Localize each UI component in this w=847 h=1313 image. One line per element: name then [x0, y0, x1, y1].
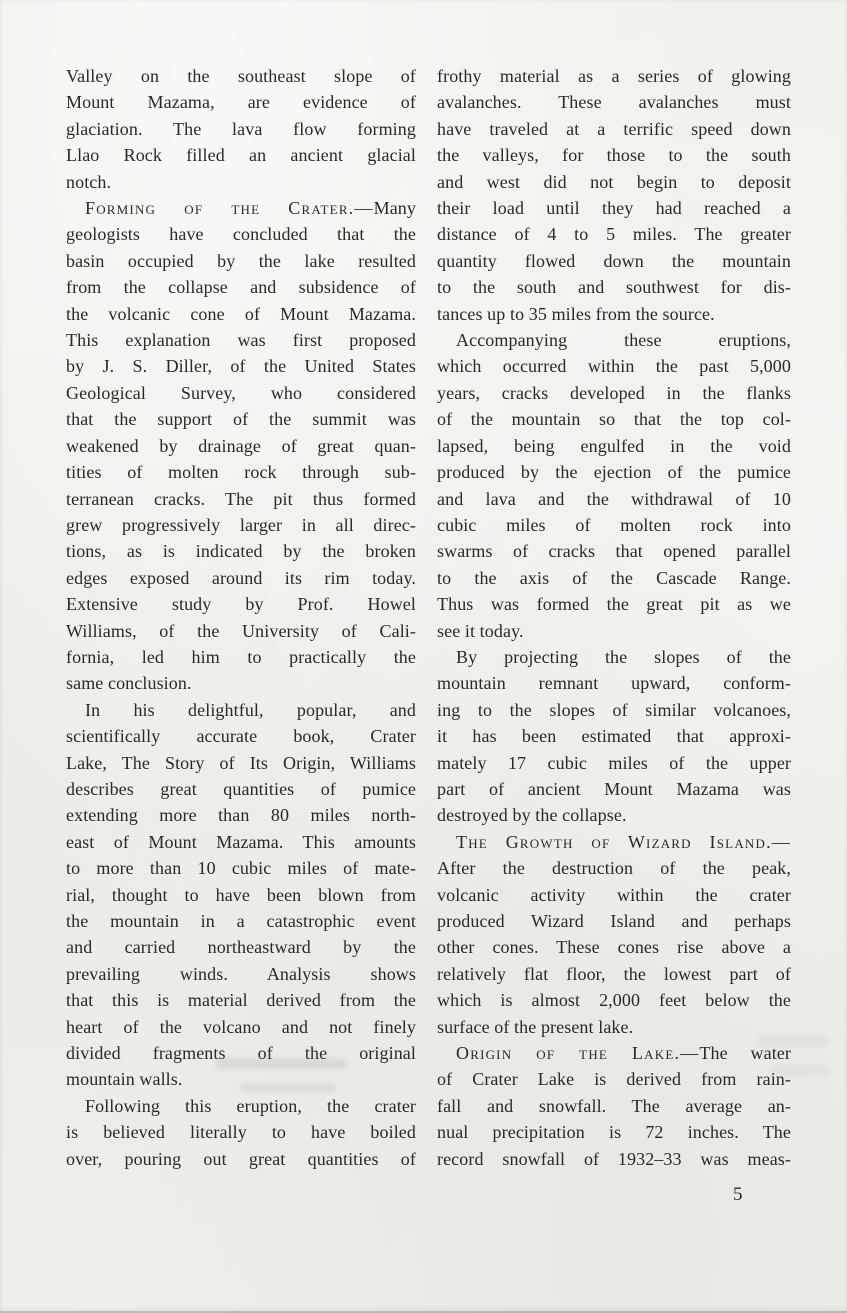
text-line: the mountain in a catastrophic event [66, 911, 416, 931]
text-line: weakened by drainage of great quan- [66, 435, 416, 456]
text-line: other cones. These cones rise above a [437, 937, 791, 958]
text-line: Accompanying these eruptions, [456, 330, 791, 351]
section-heading: Forming of the Crater.— [85, 198, 374, 219]
left-text-column [66, 63, 416, 1172]
ink-bleed-artifact [758, 1036, 828, 1046]
text-line: lapsed, being engulfed in the void [437, 435, 791, 456]
text-line: Thus was formed the great pit as we [437, 594, 791, 615]
text-line: By projecting the slopes of the [456, 646, 791, 667]
text-line: swarms of cracks that opened parallel [437, 541, 791, 562]
text-line: over, pouring out great quantities of [66, 1148, 416, 1169]
text-line: Origin of the Lake.—The water [456, 1043, 791, 1064]
text-line: from the collapse and subsidence of [66, 277, 416, 298]
text-line: the valleys, for those to the south [437, 145, 791, 166]
text-line: years, cracks developed in the flanks [437, 382, 791, 403]
text-line: Geological Survey, who considered [66, 382, 416, 403]
text-line: rial, thought to have been blown from [66, 884, 416, 905]
right-text-column [437, 63, 791, 1172]
text-line: This explanation was first proposed [66, 330, 416, 351]
text-line: glaciation. The lava flow forming [66, 118, 416, 139]
text-line: tities of molten rock through sub- [66, 462, 416, 483]
text-line: grew progressively larger in all direc- [66, 514, 416, 535]
text-line: is believed literally to have boiled [66, 1122, 416, 1143]
text-line: produced Wizard Island and perhaps [437, 911, 791, 931]
text-line: edges exposed around its rim today. [66, 567, 416, 588]
text-line: Lake, The Story of Its Origin, Williams [66, 752, 416, 773]
text-line: mountain remnant upward, conform- [437, 673, 791, 694]
text-line: of the mountain so that the top col- [437, 409, 791, 430]
text-line: of Crater Lake is derived from rain- [437, 1069, 791, 1090]
text-line: mountain walls. [66, 1069, 183, 1090]
text-line: fornia, led him to practically the [66, 646, 416, 667]
text-line: mately 17 cubic miles of the upper [437, 752, 791, 773]
text-line: notch. [66, 171, 112, 192]
text-line: fall and snowfall. The average an- [437, 1095, 791, 1116]
text-line: geologists have concluded that the [66, 224, 416, 245]
text-line: to the axis of the Cascade Range. [437, 567, 791, 588]
text-line: surface of the present lake. [437, 1016, 634, 1037]
text-line: scientifically accurate book, Crater [66, 726, 416, 747]
text-line: and carried northeastward by the [66, 937, 416, 958]
text-line: basin occupied by the lake resulted [66, 250, 416, 271]
text-line: Extensive study by Prof. Howel [66, 594, 416, 615]
text-line: Forming of the Crater.—Many [85, 198, 416, 219]
text-line: by J. S. Diller, of the United States [66, 356, 416, 377]
text-line: describes great quantities of pumice [66, 778, 416, 799]
text-line: see it today. [437, 620, 524, 641]
text-line: divided fragments of the original [66, 1043, 416, 1064]
text-line: to the south and southwest for dis- [437, 277, 791, 298]
text-line: Williams, of the University of Cali- [66, 620, 416, 641]
text-line: their load until they had reached a [437, 198, 791, 219]
text-line: which is almost 2,000 feet below the [437, 990, 791, 1011]
text-line: Following this eruption, the crater [85, 1095, 416, 1116]
text-line: relatively flat floor, the lowest part of [437, 963, 791, 984]
text-line: the volcanic cone of Mount Mazama. [66, 303, 416, 324]
text-line: After the destruction of the peak, [437, 858, 791, 879]
text-line: nual precipitation is 72 inches. The [437, 1122, 791, 1143]
text-line: that this is material derived from the [66, 990, 416, 1011]
text-line: and lava and the withdrawal of 10 [437, 488, 791, 509]
ink-bleed-artifact [240, 1083, 336, 1093]
page-number: 5 [733, 1184, 743, 1205]
text-line: distance of 4 to 5 miles. The greater [437, 224, 791, 245]
text-line: east of Mount Mazama. This amounts [66, 831, 416, 852]
ink-bleed-artifact [216, 1058, 346, 1069]
text-line: Llao Rock filled an ancient glacial [66, 145, 416, 166]
text-line: ing to the slopes of similar volcanoes, [437, 699, 791, 720]
text-line: tances up to 35 miles from the source. [437, 303, 715, 324]
text-line: have traveled at a terrific speed down [437, 118, 791, 139]
text-line: Valley on the southeast slope of [66, 66, 416, 86]
text-line: Mount Mazama, are evidence of [66, 92, 416, 113]
text-line: that the support of the summit was [66, 409, 416, 430]
text-line: cubic miles of molten rock into [437, 514, 791, 535]
text-line: avalanches. These avalanches must [437, 92, 791, 113]
text-line: record snowfall of 1932–33 was meas- [437, 1148, 791, 1169]
text-line: extending more than 80 miles north- [66, 805, 416, 826]
text-line: terranean cracks. The pit thus formed [66, 488, 416, 509]
text-line: quantity flowed down the mountain [437, 250, 791, 271]
text-line: In his delightful, popular, and [85, 699, 416, 720]
text-line: destroyed by the collapse. [437, 805, 627, 826]
text-line: same conclusion. [66, 673, 192, 694]
text-line: volcanic activity within the crater [437, 884, 791, 905]
section-heading: The Growth of Wizard Island.— [456, 831, 791, 852]
text-line: produced by the ejection of the pumice [437, 462, 791, 483]
text-line: and west did not begin to deposit [437, 171, 791, 192]
text-line: frothy material as a series of glowing [437, 66, 791, 86]
section-heading: Origin of the Lake.— [456, 1043, 700, 1064]
text-line: part of ancient Mount Mazama was [437, 778, 791, 799]
text-line: it has been estimated that approxi- [437, 726, 791, 747]
text-line: prevailing winds. Analysis shows [66, 963, 416, 984]
text-line: tions, as is indicated by the broken [66, 541, 416, 562]
text-line: to more than 10 cubic miles of mate- [66, 858, 416, 879]
text-line: heart of the volcano and not finely [66, 1016, 416, 1037]
text-line: which occurred within the past 5,000 [437, 356, 791, 377]
text-line [437, 829, 791, 855]
ink-bleed-artifact [770, 1066, 830, 1076]
